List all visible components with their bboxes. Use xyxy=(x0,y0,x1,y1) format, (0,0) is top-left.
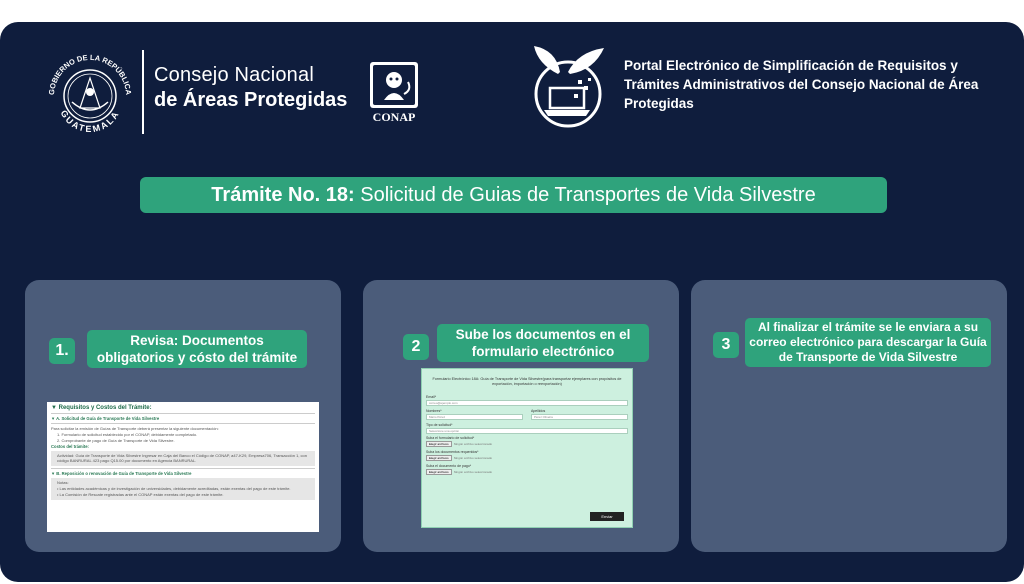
file1-picker xyxy=(426,441,628,447)
tramite-number: Trámite No. 18: xyxy=(211,184,355,206)
name-label: Nombres* xyxy=(426,409,442,413)
file1-button[interactable]: Elegir archivos xyxy=(426,441,452,447)
type-select[interactable]: Seleccione una opción xyxy=(426,428,628,434)
step-label-3: Al finalizar el trámite se le enviara a su correo electrónico para descargar la Guía de Transporte de Vida Silvestre xyxy=(745,318,991,367)
step-card-2 xyxy=(363,280,679,552)
requirements-intro: Para solicitar la emisión de Guías de Transporte deberá presentar la siguiente documentación: xyxy=(51,426,219,431)
file2-status: Ningún archivo seleccionado xyxy=(453,456,493,460)
council-name xyxy=(154,64,347,112)
tramite-banner xyxy=(140,177,887,213)
council-name-line2: de Áreas Protegidas xyxy=(154,89,348,111)
name-field[interactable]: Mario Pérez xyxy=(426,414,523,420)
step-card-1 xyxy=(25,280,341,552)
section-b-heading: ▼ B. Reposición o renovación de Guía de Transporte de Vida Silvestre xyxy=(51,471,192,476)
surname-label: Apellidos xyxy=(531,409,546,413)
email-label: Email* xyxy=(426,395,437,399)
costs-heading: Costos del trámite: xyxy=(51,444,89,449)
file2-label: Suba los documentos requeridos* xyxy=(426,450,479,454)
surname-field[interactable]: Pérez Oliveira xyxy=(531,414,628,420)
section-a-heading: ▼ A. Solicitud de Guía de Transporte de Vida Silvestre xyxy=(51,416,160,421)
file1-label: Suba el formulario de solicitud* xyxy=(426,436,475,440)
cost-text: Actividad: Guía de Transporte de Vida Silvestre Ingresar en Caja del Banco el Código de CONAP, a47-K29, Empresa706, Transacción 1, con código BANRURAL 423 pago Q15.00 por documento en Agencia BANRURAL. xyxy=(57,453,307,463)
note-item: • La Comisión de Rescate registradas ante el CONAP están exentas del pago de este trámite. xyxy=(57,492,224,497)
council-name-line1: Consejo Nacional xyxy=(154,64,314,86)
divider xyxy=(51,468,315,469)
submit-button[interactable]: Enviar xyxy=(590,512,624,521)
notes-heading: Notas: xyxy=(57,480,69,485)
email-field[interactable]: correo@ejemplo.com xyxy=(426,400,628,406)
step-label-1: Revisa: Documentos obligatorios y cósto del trámite xyxy=(87,330,307,368)
step-number-1: 1. xyxy=(49,338,75,364)
portal-title: Portal Electrónico de Simplificación de Requisitos y Trámites Administrativos del Consejo Nacional de Área Protegidas xyxy=(624,58,979,111)
cost-box xyxy=(51,451,315,466)
name-row xyxy=(422,407,632,421)
step-label-2: Sube los documentos en el formulario electrónico xyxy=(437,324,649,362)
file2-button[interactable]: Elegir archivos xyxy=(426,455,452,461)
header-divider xyxy=(142,50,144,134)
tramite-title: Solicitud de Guias de Transportes de Vida Silvestre xyxy=(360,184,816,206)
surname-col xyxy=(527,407,632,421)
name-col xyxy=(422,407,527,421)
requirement-item: 1. Formulario de solicitud establecido por el CONAP, debidamente completado. xyxy=(57,432,198,437)
form-screenshot xyxy=(421,368,633,528)
seal-top-text: GOBIERNO DE LA REPÚBLICA xyxy=(46,52,134,96)
note-item: • Las entidades académicas y de investigación de universidades, debidamente acreditadas, están exentas del pago de este trámite. xyxy=(57,486,291,491)
infographic-frame xyxy=(0,22,1024,582)
divider xyxy=(51,423,315,424)
conap-label: CONAP xyxy=(372,110,416,124)
requirements-title: ▼ Requisitos y Costos del Trámite: xyxy=(51,405,152,411)
form-heading: Formulario Electrónico 18A: Guía de Transporte de Vida Silvestre(para transportar ejemplares con propósitos de exportación, importación o reexportación) xyxy=(432,377,622,386)
file3-status: Ningún archivo seleccionado xyxy=(453,470,493,474)
conap-logo-icon xyxy=(366,60,422,116)
notes-box xyxy=(51,478,315,500)
file3-button[interactable]: Elegir archivos xyxy=(426,469,452,475)
guatemala-seal-icon xyxy=(40,46,140,146)
file2-picker xyxy=(426,455,628,461)
requirement-item: 2. Comprobante de pago de Guía de Transporte de Vida Silvestre. xyxy=(57,438,175,443)
file1-status: Ningún archivo seleccionado xyxy=(453,442,493,446)
step-card-3 xyxy=(691,280,1007,552)
divider xyxy=(51,413,315,414)
step-number-3: 3 xyxy=(713,332,739,358)
file3-picker xyxy=(426,469,628,475)
file3-label: Suba el documento de pago* xyxy=(426,464,472,468)
requirements-screenshot xyxy=(47,402,319,532)
portal-laptop-leaf-icon xyxy=(528,44,612,134)
seal-bottom-text: GUATEMALA xyxy=(58,108,122,135)
step-number-2: 2 xyxy=(403,334,429,360)
type-label: Tipo de solicitud* xyxy=(426,423,453,427)
